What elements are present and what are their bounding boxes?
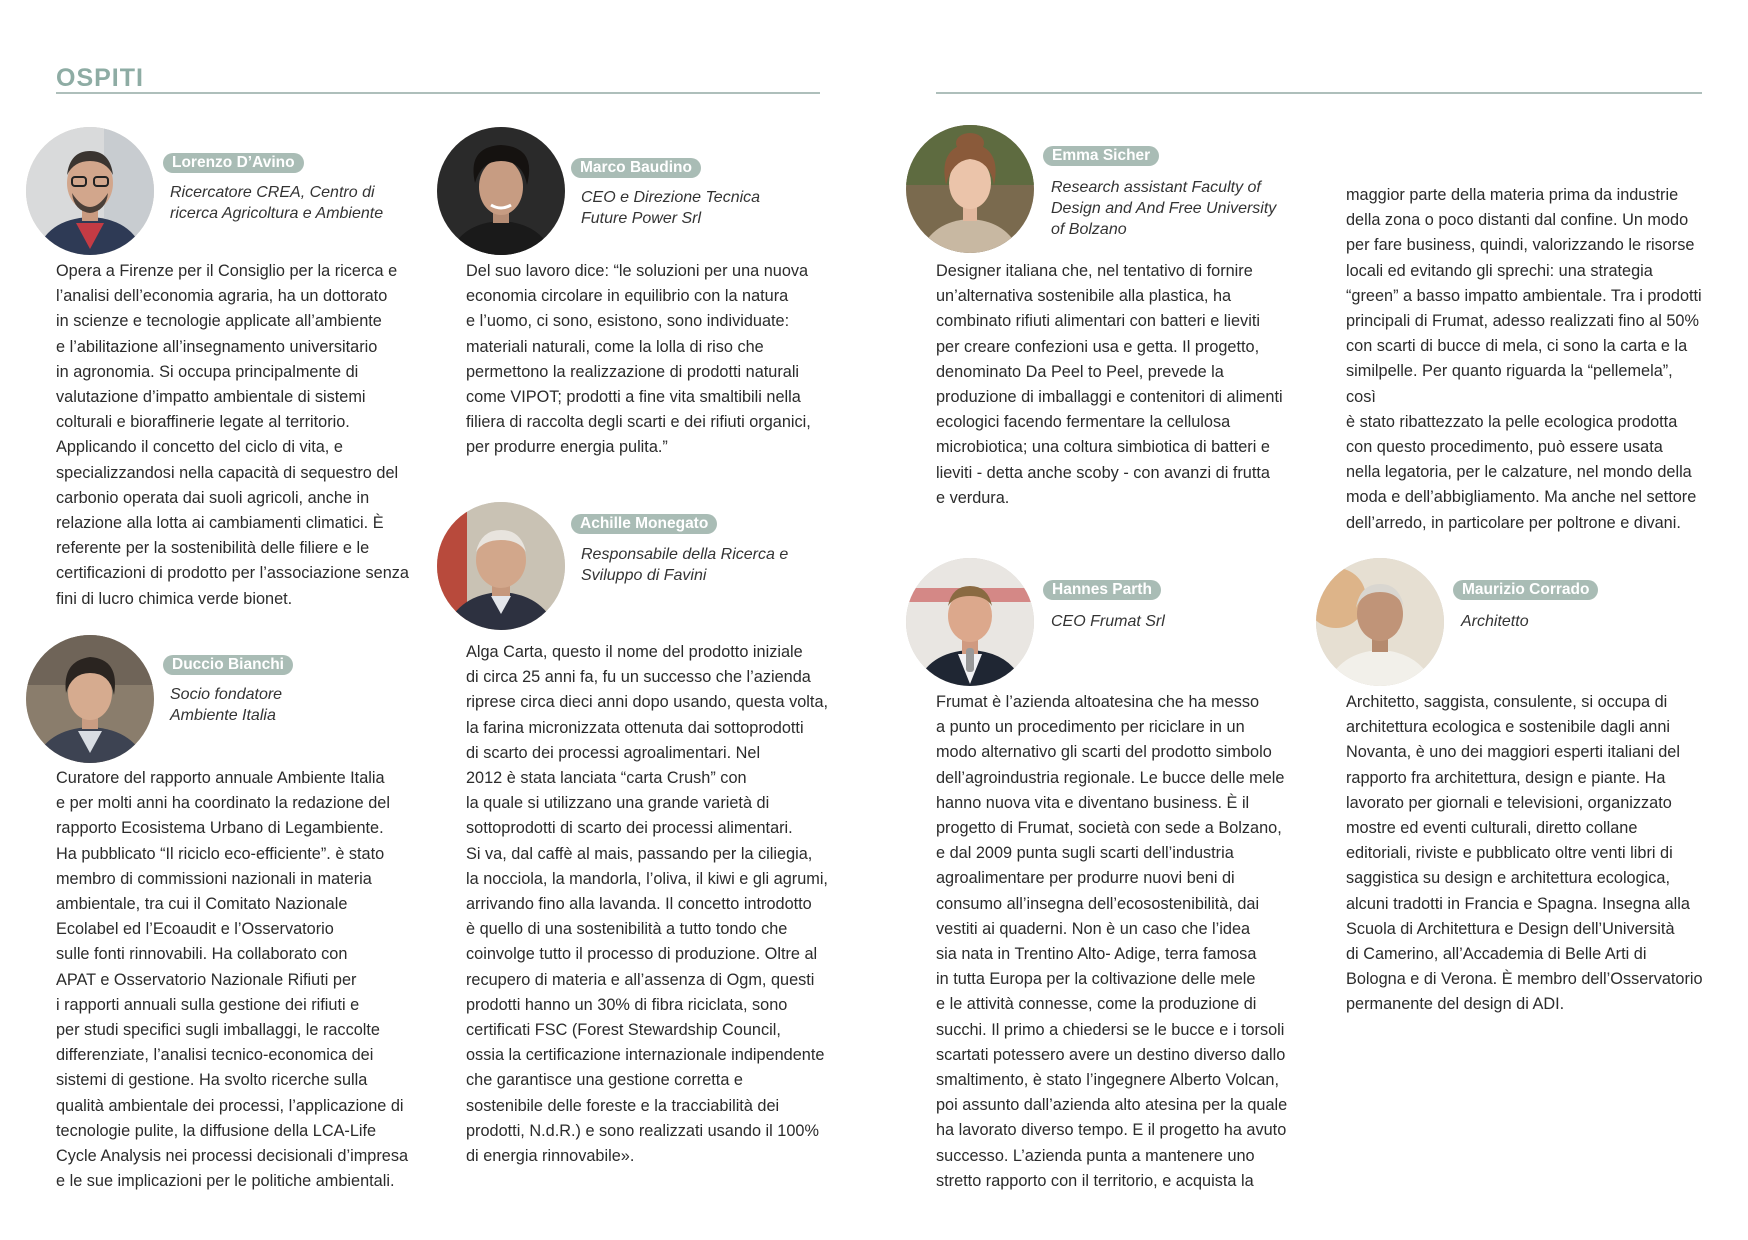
page-title: OSPITI — [56, 64, 144, 92]
guest-role: Ricercatore CREA, Centro di ricerca Agricoltura e Ambiente — [170, 184, 384, 222]
guest-role: CEO Frumat Srl — [1051, 613, 1165, 630]
guest-role: Research assistant Faculty of Design and And Free University of Bolzano — [1051, 179, 1277, 238]
guest-name-badge: Duccio Bianchi — [163, 655, 293, 675]
guest-role: CEO e Direzione Tecnica Future Power Srl — [581, 189, 761, 227]
guest-name-badge: Hannes Parth — [1043, 580, 1161, 600]
guest-bio: Architetto, saggista, consulente, si occupa di architettura ecologica e sostenibile dagli anni Novanta, è uno dei maggiori esperti italiani del rapporto fra architettura, design e piante. Ha lavorato per giornali e televisioni, organizzato mostre ed eventi culturali, diretto collane editoriali, riviste e pubblicato oltre venti libri di saggistica su design e architettura ecologica, alcuni tradotti in Francia e Spagna. Insegna alla Scuola di Architettura e Design dell’Università di Camerino, all’Accademia di Belle Arti di Bologna e di Verona. È membro dell’Osservatorio permanente del design di ADI. — [1346, 693, 1703, 1014]
guest-name-badge: Marco Baudino — [571, 158, 701, 178]
guest-photo-parth — [906, 558, 1034, 686]
guest-bio: Del suo lavoro dice: “le soluzioni per una nuova economia circolare in equilibrio con la natura e l’uomo, ci sono, esistono, sono individuate: materiali naturali, come la lolla di riso che permettono la realizzazione di prodotti naturali come VIPOT; prodotti a fine vita smaltibili nella filiera di raccolta degli scarti e dei rifiuti organici, per produrre energia pulita.” — [466, 262, 811, 457]
guest-photo-corrado — [1316, 558, 1444, 686]
guest-name-badge: Maurizio Corrado — [1453, 580, 1598, 600]
guest-name-badge: Emma Sicher — [1043, 146, 1159, 166]
guest-role: Architetto — [1461, 613, 1529, 630]
guest-role: Socio fondatore Ambiente Italia — [170, 686, 283, 724]
title-divider-left — [56, 92, 820, 94]
guest-role: Responsabile della Ricerca e Sviluppo di Favini — [581, 546, 789, 584]
guest-bio: Alga Carta, questo il nome del prodotto iniziale di circa 25 anni fa, fu un successo che l’azienda riprese circa dieci anni dopo usando, questa volta, la farina micronizzata ottenuta dai sottoprodotti di scarto dei processi agroalimentari. Nel 2012 è stata lanciata “carta Crush” con la quale si utilizzano una grande varietà di sottoprodotti di scarto dei processi alimentari. Si va, dal caffè al mais, passando per la ciliegia, la nocciola, la mandorla, l’oliva, il kiwi e gli agrumi, arrivando fino alla lavanda. Il concetto introdotto è quello di una sostenibilità a tutto tondo che coinvolge tutto il processo di produzione. Oltre al recupero di materia e all’assenza di Ogm, questi prodotti hanno un 30% di fibra riciclata, sono certificati FSC (Forest Stewardship Council, ossia la certificazione internazionale indipendente che garantisce una gestione corretta e sostenibile delle foreste e la tracciabilità dei prodotti, N.d.R.) e sono realizzati usando il 100% di energia rinnovabile». — [466, 643, 829, 1166]
guest-photo-davino — [26, 127, 154, 255]
guest-bio: Opera a Firenze per il Consiglio per la ricerca e l’analisi dell’economia agraria, ha un dottorato in scienze e tecnologie applicate all’ambiente e l’abilitazione all’insegnamento universitario in agronomia. Si occupa principalmente di valutazione d’impatto ambientale di sistemi colturali e bioraffinerie legate al territorio. Applicando il concetto del ciclo di vita, e specializzandosi nella capacità di sequestro del carbonio operata dai suoli agricoli, anche in relazione alla lotta ai cambiamenti climatici. È referente per la sostenibilità delle filiere e le certificazioni di prodotto per l’associazione senza fini di lucro chimica verde bionet. — [56, 262, 409, 608]
guest-photo-baudino — [437, 127, 565, 255]
title-divider-right — [936, 92, 1702, 94]
guest-bio: Designer italiana che, nel tentativo di fornire un’alternativa sostenibile alla plastica, ha combinato rifiuti alimentari con batteri e lieviti per creare confezioni usa e getta. Il progetto, denominato Da Peel to Peel, prevede la produzione di imballaggi e contenitori di alimenti ecologici facendo fermentare la cellulosa microbiotica; una coltura simbiotica di batteri e lieviti - detta anche scoby - con avanzi di frutta e verdura. — [936, 262, 1283, 507]
guest-bio: Curatore del rapporto annuale Ambiente Italia e per molti anni ha coordinato la redazione del rapporto Ecosistema Urbano di Legambiente. Ha pubblicato “Il riciclo eco-efficiente”. è stato membro di commissioni nazionali in materia ambientale, tra cui il Comitato Nazionale Ecolabel ed l’Ecoaudit e l’Osservatorio sulle fonti rinnovabili. Ha collaborato con APAT e Osservatorio Nazionale Rifiuti per i rapporti annuali sulla gestione dei rifiuti e per studi specifici sugli imballaggi, le raccolte differenziate, l’analisi tecnico-economica dei sistemi di gestione. Ha svolto ricerche sulla qualità ambientale dei processi, l’applicazione di tecnologie pulite, la diffusione della LCA-Life Cycle Analysis nei processi decisionali d’impresa e le sue implicazioni per le politiche ambientali. — [56, 769, 409, 1191]
guest-photo-sicher — [906, 125, 1034, 253]
guest-bio-continued: maggior parte della materia prima da industrie della zona o poco distanti dal confine. Un modo per fare business, quindi, valorizzando le risorse locali ed evitando gli sprechi: una strategia “green” a basso impatto ambientale. Tra i prodotti principali di Frumat, adesso realizzati fino al 50% con scarti di bucce di mela, ci sono la carta e la similpelle. Per quanto riguarda la “pellemela”, così è stato ribattezzato la pelle ecologica prodotta con questo procedimento, può essere usata nella legatoria, per le calzature, nel mondo della moda e dell’abbigliamento. Ma anche nel settore dell’arredo, in particolare per poltrone e divani. — [1346, 186, 1702, 532]
guest-name-badge: Lorenzo D’Avino — [163, 153, 304, 173]
guest-photo-monegato — [437, 502, 565, 630]
guest-name-badge: Achille Monegato — [571, 514, 717, 534]
guest-photo-bianchi — [26, 635, 154, 763]
guest-bio: Frumat è l’azienda altoatesina che ha messo a punto un procedimento per riciclare in un modo alternativo gli scarti del prodotto simbolo dell’agroindustria regionale. Le bucce delle mele hanno nuova vita e diventano business. È il progetto di Frumat, società con sede a Bolzano, e dal 2009 punta sugli scarti dell’industria agroalimentare per produrre nuovi beni di consumo all’insegna dell’ecosostenibilità, dai vestiti ai quaderni. Non è un caso che l’idea sia nata in Trentino Alto- Adige, terra famosa in tutta Europa per la coltivazione delle mele e le attività connesse, come la produzione di succhi. Il primo a chiedersi se le bucce e i torsoli scartati potessero avere un destino diverso dallo smaltimento, è stato l’ingegnere Alberto Volcan, poi assunto dall’azienda alto atesina per la quale ha lavorato diverso tempo. E il progetto ha avuto successo. L’azienda punta a mantenere uno stretto rapporto con il territorio, e acquista la — [936, 693, 1288, 1190]
